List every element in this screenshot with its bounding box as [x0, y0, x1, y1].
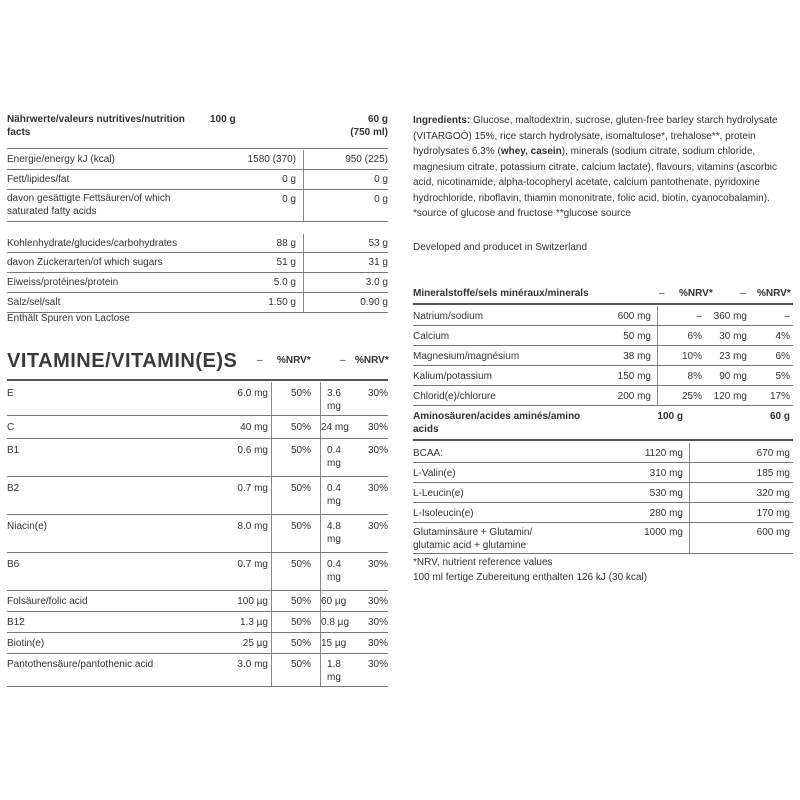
- row-value-100g: 0 g: [282, 174, 296, 185]
- mineral-nrv-60g: 5%: [775, 371, 790, 382]
- amino-header-label: Aminosäuren/acides aminés/amino acids: [413, 411, 581, 435]
- mineral-amount-100g: 200 mg: [617, 391, 651, 402]
- row-value-60g: 53 g: [368, 238, 388, 249]
- vitamin-nrv-100g: 50%: [290, 521, 311, 532]
- column-divider: [320, 515, 321, 552]
- ingredients-label: Ingredients:: [413, 115, 471, 126]
- table-row: [7, 293, 388, 313]
- vitamin-nrv-100g: 50%: [290, 422, 311, 433]
- row-value-60g: 31 g: [368, 257, 388, 268]
- row-value-100g: 88 g: [276, 238, 296, 249]
- vitamin-nrv-100g: 50%: [290, 659, 311, 670]
- footnotes: [413, 555, 647, 585]
- column-divider: [320, 654, 321, 686]
- vitamin-amount-100g: 1.3 µg: [239, 617, 268, 628]
- mineral-name: Magnesium/magnésium: [413, 351, 520, 362]
- column-divider: [320, 633, 321, 653]
- ingredients-allergens: whey, casein: [500, 146, 562, 157]
- row-value-60g: 0 g: [374, 194, 388, 205]
- vitamin-amount-100g: 8.0 mg: [237, 521, 268, 532]
- amino-name: BCAA:: [413, 448, 444, 459]
- mineral-nrv-100g: 10%: [681, 351, 702, 362]
- mineral-name: Calcium: [413, 331, 450, 342]
- vitamin-nrv-100g: 50%: [290, 638, 311, 649]
- table-row: [7, 416, 388, 439]
- mineral-amount-60g: 360 mg: [713, 311, 747, 322]
- table-row: [413, 463, 793, 483]
- row-value-100g: 5.0 g: [273, 277, 296, 288]
- row-value-100g: 1580 (370): [247, 154, 296, 165]
- table-row: [7, 234, 388, 253]
- ingredients-footnote: *source of glucose and fructose **glucose source: [413, 208, 631, 219]
- amino-header-row: [413, 406, 793, 441]
- mineral-nrv-100g: 6%: [687, 331, 702, 342]
- header-dash-2: –: [740, 288, 746, 299]
- column-divider: [657, 386, 658, 405]
- vitamin-amount-60g: 15 µg: [321, 638, 347, 649]
- vitamin-nrv-100g: 50%: [290, 483, 311, 494]
- column-divider: [320, 382, 321, 415]
- mineral-nrv-100g: –: [696, 311, 702, 322]
- ingredients-text: [413, 113, 793, 222]
- column-divider: [320, 591, 321, 611]
- vitamin-table: [7, 346, 388, 686]
- amino-header-60g: 60 g: [769, 411, 790, 422]
- table-row: [413, 443, 793, 463]
- column-divider: [271, 382, 272, 415]
- table-row: [7, 515, 388, 553]
- table-row: [413, 483, 793, 503]
- minerals-header-label: Mineralstoffe/sels minéraux/minerals: [413, 288, 589, 299]
- mineral-name: Chlorid(e)/chlorure: [413, 391, 496, 402]
- vitamin-amount-60g: 0.4 mg: [327, 559, 341, 583]
- vitamin-nrv-60g: 30%: [367, 445, 388, 456]
- vitamin-amount-60g: 24 mg: [321, 422, 349, 433]
- column-divider: [303, 190, 304, 221]
- mineral-amount-100g: 38 mg: [623, 351, 651, 362]
- mineral-amount-100g: 50 mg: [623, 331, 651, 342]
- column-divider: [271, 591, 272, 611]
- vitamin-nrv-60g: 30%: [367, 521, 388, 532]
- minerals-table: [413, 283, 793, 553]
- vitamin-name: Pantothensäure/pantothenic acid: [7, 659, 154, 670]
- vitamin-amount-60g: 3.6 mg: [327, 388, 341, 412]
- vitamin-nrv-100g: 50%: [290, 445, 311, 456]
- mineral-amount-60g: 90 mg: [719, 371, 747, 382]
- nutrition-header-100g: 100 g: [210, 114, 236, 125]
- table-row: [7, 170, 388, 190]
- column-divider: [303, 234, 304, 252]
- row-value-100g: 1.50 g: [268, 297, 296, 308]
- mineral-amount-60g: 23 mg: [719, 351, 747, 362]
- column-divider: [689, 483, 690, 502]
- nutrition-header-60g: 60 g: [367, 114, 388, 125]
- table-row: [7, 439, 388, 477]
- table-row: [413, 523, 793, 554]
- table-row: [7, 382, 388, 416]
- vitamin-amount-100g: 6.0 mg: [237, 388, 268, 399]
- header-nrv-1: %NRV*: [277, 355, 311, 366]
- table-row: [7, 553, 388, 591]
- mineral-nrv-60g: 4%: [775, 331, 790, 342]
- vitamin-name: Folsäure/folic acid: [7, 596, 88, 607]
- vitamin-amount-100g: 3.0 mg: [237, 659, 268, 670]
- vitamin-amount-60g: 1.8 mg: [327, 659, 341, 683]
- vitamin-name: E: [7, 388, 14, 399]
- vitamin-name: B1: [7, 445, 20, 456]
- amino-header-100g: 100 g: [657, 411, 683, 422]
- vitamin-amount-100g: 100 µg: [237, 596, 268, 607]
- vitamin-amount-60g: 0.8 µg: [321, 617, 350, 628]
- nutrition-table: [7, 113, 388, 323]
- column-divider: [657, 366, 658, 385]
- vitamin-amount-100g: 40 mg: [240, 422, 268, 433]
- vitamin-title: VITAMINE/VITAMIN(E)S: [7, 350, 238, 372]
- table-row: [7, 612, 388, 633]
- amino-amount-100g: 280 mg: [649, 508, 683, 519]
- vitamin-name: Niacin(e): [7, 521, 48, 532]
- ingredients-body-1: Glucose, maltodextrin, sucrose, gluten-free barley starch hydrolysate (VITARGOÒ) 15%, rice starch hydrolysate, isomaltulose*, trehalose**, protein hydrolysates 6.3% (: [413, 115, 778, 157]
- header-nrv-1: %NRV*: [679, 288, 713, 299]
- nutrition-header-750ml: (750 ml): [350, 127, 388, 138]
- row-label: Energie/energy kJ (kcal): [7, 154, 115, 165]
- column-divider: [320, 477, 321, 514]
- vitamin-amount-60g: 0.4 mg: [327, 483, 341, 507]
- column-divider: [689, 463, 690, 482]
- table-row: [7, 190, 388, 222]
- column-divider: [657, 326, 658, 345]
- column-divider: [657, 346, 658, 365]
- column-divider: [689, 503, 690, 522]
- table-row: [413, 386, 793, 406]
- vitamin-name: Biotin(e): [7, 638, 45, 649]
- vitamin-name: B2: [7, 483, 20, 494]
- vitamin-nrv-60g: 30%: [367, 559, 388, 570]
- mineral-nrv-100g: 25%: [681, 391, 702, 402]
- header-dash-1: –: [257, 355, 263, 366]
- vitamin-nrv-100g: 50%: [290, 617, 311, 628]
- column-divider: [689, 443, 690, 462]
- vitamin-nrv-60g: 30%: [367, 483, 388, 494]
- vitamin-nrv-60g: 30%: [367, 617, 388, 628]
- vitamin-amount-100g: 0.6 mg: [237, 445, 268, 456]
- vitamin-nrv-100g: 50%: [290, 388, 311, 399]
- amino-amount-60g: 170 mg: [756, 508, 790, 519]
- vitamin-header-row: [7, 346, 388, 381]
- vitamin-name: B6: [7, 559, 20, 570]
- vitamin-nrv-60g: 30%: [367, 638, 388, 649]
- table-row: [7, 273, 388, 293]
- mineral-amount-60g: 30 mg: [719, 331, 747, 342]
- column-divider: [689, 523, 690, 553]
- table-row: [413, 366, 793, 386]
- mineral-nrv-60g: 17%: [769, 391, 790, 402]
- vitamin-nrv-60g: 30%: [367, 659, 388, 670]
- table-row: [413, 326, 793, 346]
- table-row: [413, 346, 793, 366]
- row-value-60g: 950 (225): [345, 154, 388, 165]
- table-row: [7, 253, 388, 273]
- column-divider: [303, 293, 304, 312]
- column-divider: [320, 553, 321, 590]
- nrv-footnote: *NRV, nutrient reference values: [413, 557, 553, 568]
- amino-amount-100g: 1000 mg: [644, 527, 683, 538]
- column-divider: [320, 439, 321, 476]
- table-row: [7, 654, 388, 687]
- developed-note: Developed and producet in Switzerland: [413, 242, 587, 253]
- lactose-note: Enthält Spuren von Lactose: [7, 313, 130, 324]
- amino-amount-60g: 185 mg: [756, 468, 790, 479]
- column-divider: [303, 170, 304, 189]
- table-row: [413, 503, 793, 523]
- header-dash-1: –: [659, 288, 665, 299]
- mineral-name: Kalium/potassium: [413, 371, 492, 382]
- column-divider: [271, 477, 272, 514]
- table-row: [7, 633, 388, 654]
- header-nrv-2: %NRV*: [355, 355, 389, 366]
- column-divider: [271, 515, 272, 552]
- mineral-amount-60g: 120 mg: [713, 391, 747, 402]
- vitamin-nrv-100g: 50%: [290, 559, 311, 570]
- column-divider: [271, 416, 272, 438]
- column-divider: [271, 633, 272, 653]
- column-divider: [320, 612, 321, 632]
- row-value-100g: 0 g: [282, 194, 296, 205]
- row-label: Eiweiss/protéines/protein: [7, 277, 119, 288]
- column-divider: [271, 654, 272, 686]
- vitamin-nrv-60g: 30%: [367, 596, 388, 607]
- nutrition-header-label: Nährwerte/valeurs nutritives/nutrition facts: [7, 114, 185, 138]
- column-divider: [303, 150, 304, 169]
- mineral-nrv-100g: 8%: [687, 371, 702, 382]
- row-label: Kohlenhydrate/glucides/carbohydrates: [7, 238, 178, 249]
- mineral-amount-100g: 150 mg: [617, 371, 651, 382]
- vitamin-amount-60g: 0.4 mg: [327, 445, 341, 469]
- amino-amount-60g: 320 mg: [756, 488, 790, 499]
- header-nrv-2: %NRV*: [757, 288, 791, 299]
- vitamin-name: B12: [7, 617, 25, 628]
- table-row: [7, 591, 388, 612]
- column-divider: [303, 273, 304, 292]
- column-divider: [271, 439, 272, 476]
- table-row: [413, 306, 793, 326]
- table-row: [7, 150, 388, 170]
- column-divider: [271, 612, 272, 632]
- row-label: davon Zuckerarten/of which sugars: [7, 257, 163, 268]
- mineral-nrv-60g: –: [784, 311, 790, 322]
- amino-name: L-Valin(e): [413, 468, 456, 479]
- preparation-note: 100 ml fertige Zubereitung enthalten 126 kJ (30 kcal): [413, 572, 648, 583]
- vitamin-nrv-60g: 30%: [367, 422, 388, 433]
- vitamin-nrv-100g: 50%: [290, 596, 311, 607]
- row-value-60g: 0.90 g: [360, 297, 388, 308]
- amino-name: L-Leucin(e): [413, 488, 464, 499]
- amino-amount-100g: 310 mg: [649, 468, 683, 479]
- amino-name: L-Isoleucin(e): [413, 508, 474, 519]
- row-label: davon gesättigte Fettsäuren/of which saturated fatty acids: [7, 193, 171, 217]
- table-row: [7, 477, 388, 515]
- amino-amount-60g: 600 mg: [756, 527, 790, 538]
- row-label: Salz/sel/salt: [7, 297, 61, 308]
- nutrition-header-row: [7, 113, 388, 149]
- row-value-60g: 3.0 g: [365, 277, 388, 288]
- row-label: Fett/lipides/fat: [7, 174, 70, 185]
- header-dash-2: –: [340, 355, 346, 366]
- column-divider: [320, 416, 321, 438]
- amino-name: Glutaminsäure + Glutamin/ glutamic acid + glutamine: [413, 527, 533, 551]
- column-divider: [271, 553, 272, 590]
- row-value-60g: 0 g: [374, 174, 388, 185]
- mineral-nrv-60g: 6%: [775, 351, 790, 362]
- vitamin-nrv-60g: 30%: [367, 388, 388, 399]
- vitamin-amount-60g: 60 µg: [321, 596, 347, 607]
- mineral-name: Natrium/sodium: [413, 311, 484, 322]
- amino-amount-60g: 670 mg: [756, 448, 790, 459]
- row-value-100g: 51 g: [276, 257, 296, 268]
- column-divider: [303, 253, 304, 272]
- vitamin-amount-100g: 0.7 mg: [237, 559, 268, 570]
- vitamin-amount-100g: 25 µg: [242, 638, 268, 649]
- vitamin-amount-60g: 4.8 mg: [327, 521, 341, 545]
- mineral-amount-100g: 600 mg: [617, 311, 651, 322]
- column-divider: [657, 306, 658, 325]
- amino-amount-100g: 530 mg: [649, 488, 683, 499]
- vitamin-amount-100g: 0.7 mg: [237, 483, 268, 494]
- vitamin-name: C: [7, 422, 15, 433]
- minerals-header-row: [413, 283, 793, 305]
- ingredients-body-2: ), minerals (sodium citrate, sodium chloride, magnesium citrate, potassium citrate, calcium lactate), flavours, vitamins (ascorbic acid, nicotinamide, alpha-tocopheryl acetate, calcium pantothenate, pyridoxine hydrochloride, riboflavin, thiamin mononitrate, folic acid, biotin, cyanocobalamin).: [413, 146, 778, 204]
- amino-amount-100g: 1120 mg: [644, 448, 683, 459]
